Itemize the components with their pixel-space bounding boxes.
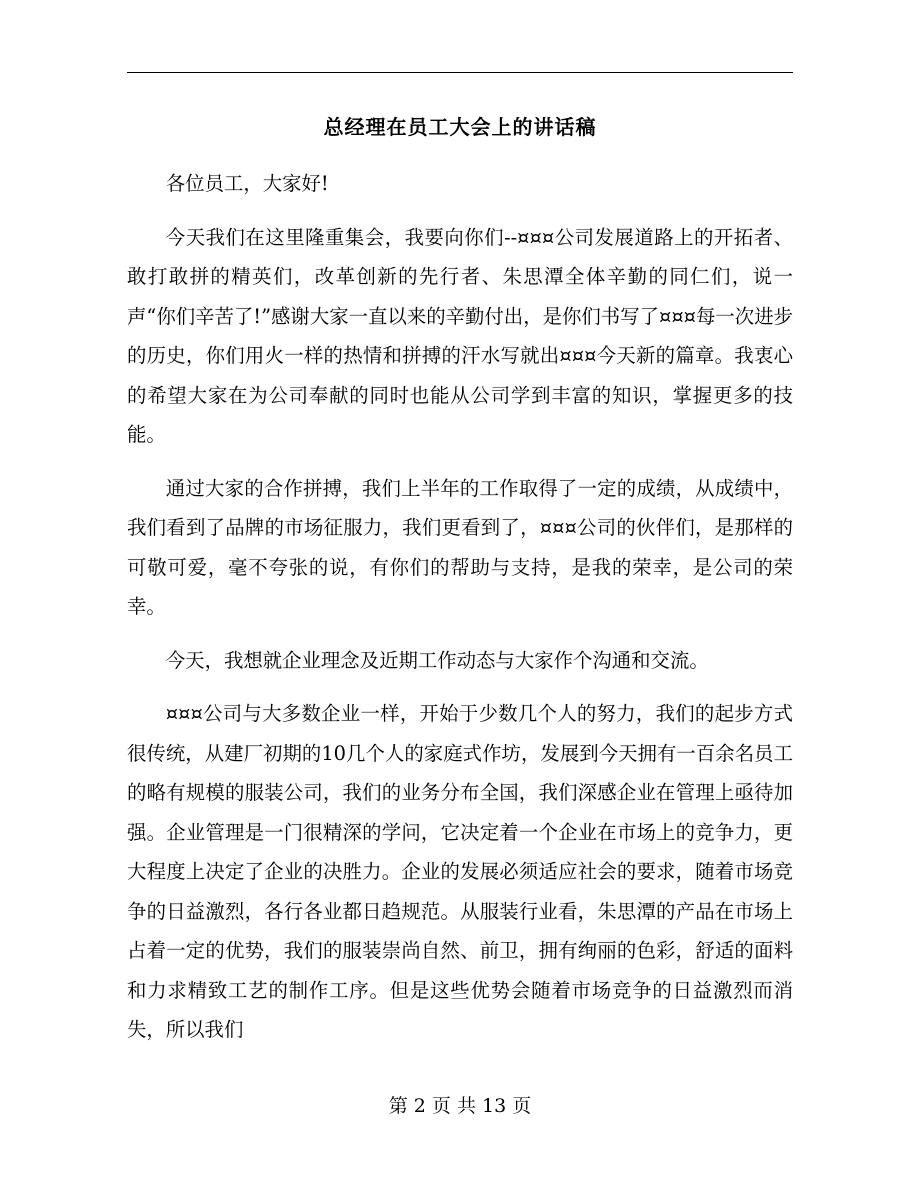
paragraph-greeting: 各位员工，大家好! — [165, 172, 329, 195]
paragraph-3: 今天，我想就企业理念及近期工作动态与大家作个沟通和交流。 — [165, 648, 709, 672]
document-body — [127, 164, 793, 1064]
page-footer: 第 2 页 共 13 页 — [388, 1095, 532, 1117]
document-title: 总经理在员工大会上的讲话稿 — [323, 115, 597, 139]
paragraph-2: 通过大家的合作拼搏，我们上半年的工作取得了一定的成绩，从成绩中，我们看到了品牌的市场征服力，我们更看到了，¤¤¤公司的伙伴们，是那样的可敬可爱，毫不夸张的说，有你们的帮助与支持，是我的荣幸，是公司的荣幸。 — [127, 476, 793, 618]
header-rule — [127, 72, 793, 73]
paragraph-1: 今天我们在这里隆重集会，我要向你们--¤¤¤公司发展道路上的开拓者、敢打敢拼的精英们，改革创新的先行者、朱思潭全体辛勤的同仁们，说一声“你们辛苦了!”感谢大家一直以来的辛勤付出，是你们书写了¤¤¤每一次进步的历史，你们用火一样的热情和拼搏的汗水写就出¤¤¤今天新的篇章。我衷心的希望大家在为公司奉献的同时也能从公司学到丰富的知识，掌握更多的技能。 — [127, 225, 793, 446]
paragraph-4: ¤¤¤公司与大多数企业一样，开始于少数几个人的努力，我们的起步方式很传统，从建厂初期的10几个人的家庭式作坊，发展到今天拥有一百余名员工的略有规模的服装公司，我们的业务分布全国，我们深感企业在管理上亟待加强。企业管理是一门很精深的学问，它决定着一个企业在市场上的竞争力，更大程度上决定了企业的决胜力。企业的发展必须适应社会的要求，随着市场竞争的日益激烈，各行各业都日趋规范。从服装行业看，朱思潭的产品在市场上占着一定的优势，我们的服装崇尚自然、前卫，拥有绚丽的色彩，舒适的面料和力求精致工艺的制作工序。但是这些优势会随着市场竞争的日益激烈而消失，所以我们 — [127, 702, 793, 1041]
